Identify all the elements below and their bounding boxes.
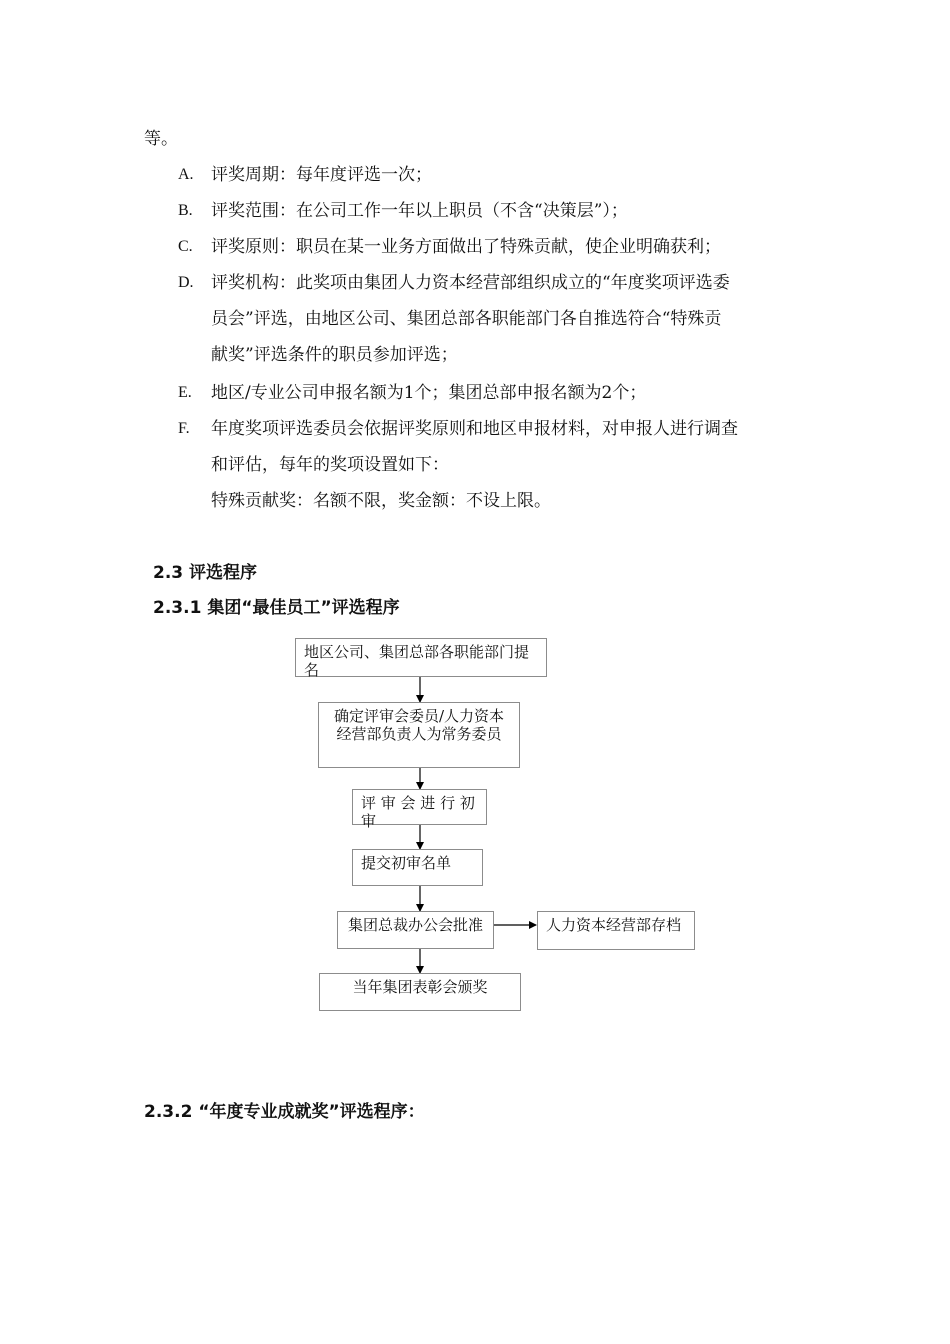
list-marker-c: C.	[178, 238, 193, 255]
list-marker-f: F.	[178, 420, 190, 437]
list-marker-b: B.	[178, 202, 193, 219]
list-item-d-line-1: 评奖机构：此奖项由集团人力资本经营部组织成立的“年度奖项评选委	[211, 273, 730, 293]
flow-step-preliminary-review: 评 审 会 进 行 初 审	[352, 789, 487, 825]
flow-step-nominate: 地区公司、集团总部各职能部门提名	[295, 638, 547, 677]
list-marker-a: A.	[178, 166, 194, 183]
list-marker-d: D.	[178, 274, 194, 291]
section-heading-2-3-1: 2.3.1 集团“最佳员工”评选程序	[153, 598, 400, 618]
list-item-f-line-2: 和评估，每年的奖项设置如下：	[211, 455, 449, 475]
flow-step-archive: 人力资本经营部存档	[537, 911, 695, 950]
flow-step-award: 当年集团表彰会颁奖	[319, 973, 521, 1011]
flow-step-submit-list: 提交初审名单	[352, 849, 483, 886]
list-item-f-line-3: 特殊贡献奖：名额不限，奖金额：不设上限。	[211, 491, 551, 511]
list-item-d-line-3: 献奖”评选条件的职员参加评选；	[211, 345, 458, 365]
list-item-c-text: 评奖原则：职员在某一业务方面做出了特殊贡献，使企业明确获利；	[211, 237, 721, 257]
list-item-f-line-1: 年度奖项评选委员会依据评奖原则和地区申报材料，对申报人进行调查	[211, 419, 738, 439]
list-item-a-text: 评奖周期：每年度评选一次；	[211, 165, 432, 185]
paragraph-tail: 等。	[144, 129, 178, 149]
section-heading-2-3-2: 2.3.2 “年度专业成就奖”评选程序：	[144, 1102, 425, 1122]
list-marker-e: E.	[178, 384, 192, 401]
flow-step-approval: 集团总裁办公会批准	[337, 911, 494, 949]
list-item-e-text: 地区/专业公司申报名额为1个；集团总部申报名额为2个；	[211, 383, 647, 403]
list-item-d-line-2: 员会”评选，由地区公司、集团总部各职能部门各自推选符合“特殊贡	[211, 309, 722, 329]
flow-step-confirm-committee: 确定评审会委员/人力资本经营部负责人为常务委员	[318, 702, 520, 768]
section-heading-2-3: 2.3 评选程序	[153, 563, 258, 583]
list-item-b-text: 评奖范围：在公司工作一年以上职员（不含“决策层”）；	[211, 201, 628, 221]
